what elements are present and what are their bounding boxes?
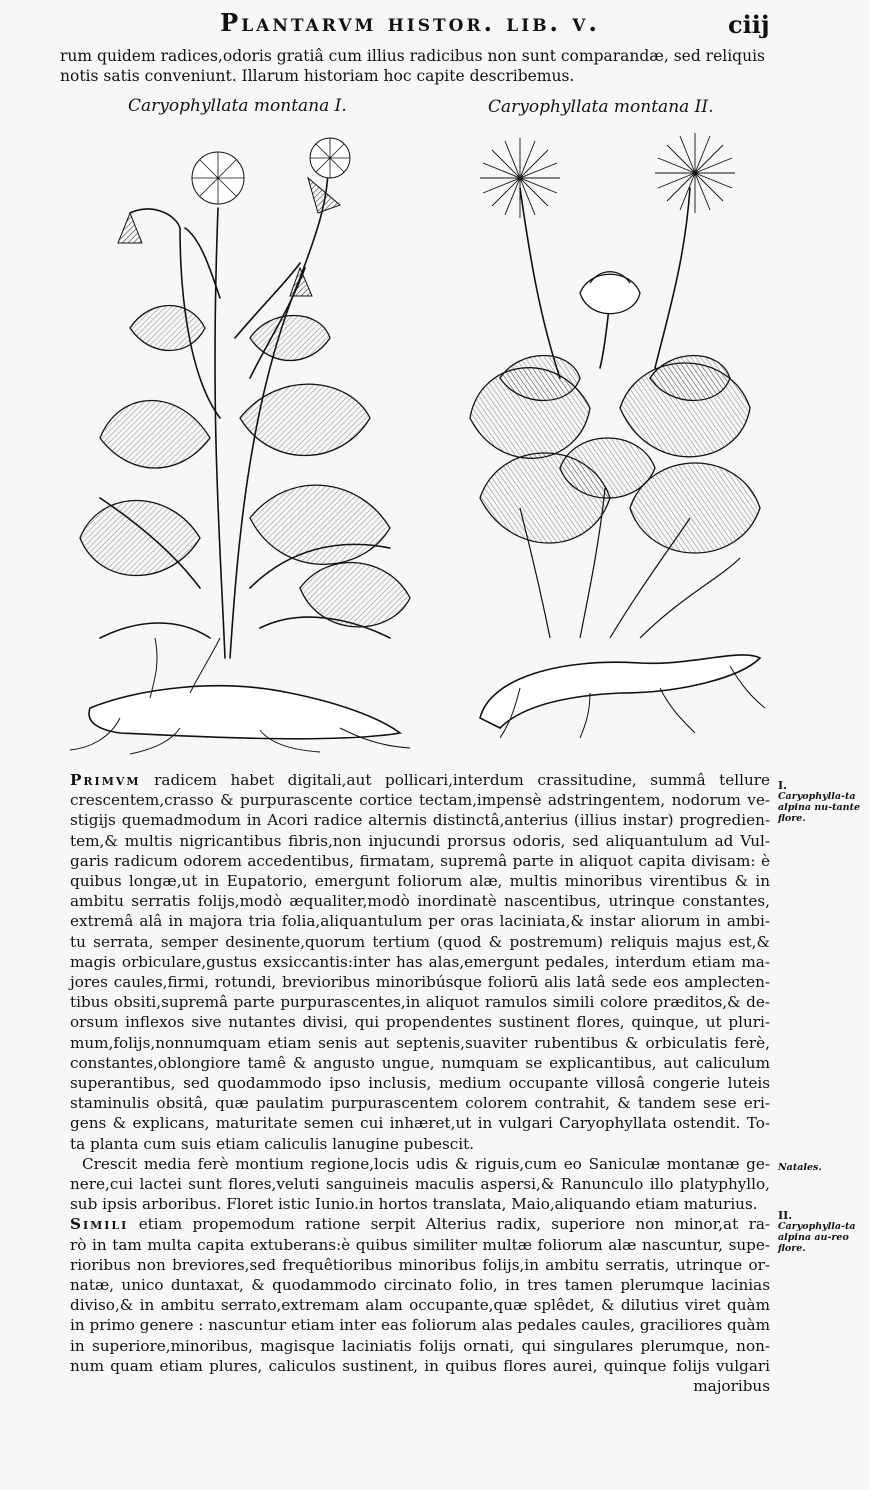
paragraph-habitat [70,1154,770,1215]
text-line: diviso,& in ambitu serrato,extremam alam occupante,quæ splêdet, & dilutius viret quàm [70,1296,770,1315]
intro-line: rum quidem radices,odoris gratiâ cum illius radicibus non sunt comparandæ, sed reliquis [60,47,766,65]
text-line: crescentem,crasso & purpurascente cortice tectam,impensè adstringentem, nodorum ve- [70,791,770,810]
text-line: rò in tam multa capita extuberans:è quibus similiter multæ foliorum alæ nascuntur, supe- [70,1235,770,1254]
text-line: etiam propemodum ratione serpit Alterius radix, superiore non minor,at ra- [138,1215,771,1234]
text-line: ambitu serratis folijs,modò æqualiter,modò inordinatè nascentibus, utrinque constantes, [70,892,770,911]
margin-note-text: Caryophylla-ta alpina au-reo flore. [778,1221,856,1254]
text-line: tu serrata, semper desinente,quorum tertium (quod & postremum) reliquis majus est,& [70,932,770,951]
text-line: extremâ alâ in majora tria folia,aliquantulum per oras laciniata,& instar aliorum in ambi- [70,912,770,931]
text-line: radicem habet digitali,aut pollicari,interdum crassitudine, summâ tellure [154,771,770,789]
paragraph-lead-word: Simili [70,1215,129,1234]
text-line: natæ, unico duntaxat, & quodammodo circinato folio, in tres tamen plerumque lacinias [70,1276,770,1295]
margin-note-natales [778,1162,868,1173]
text-line: staminulis obsitâ, quæ paulatim purpurascentem colorem contrahit, & tandem sese eri- [70,1094,770,1113]
margin-note-number: II. [778,1209,793,1222]
text-line: constantes,oblongiore tamê & angusto ungue, numquam se explicantibus, aut caliculum [70,1053,770,1072]
margin-note-2 [778,1210,868,1254]
intro-text [60,46,790,86]
running-head: Plantarvm histor. lib. v. [220,8,600,37]
woodcut-illustration-plant-2 [440,118,775,740]
main-text [70,770,770,1396]
text-line: nere,cui lactei sunt flores,veluti sanguineis maculis aspersi,& Ranunculo illo platyphyllo, [70,1175,770,1194]
text-line: gens & explicans, maturitate semen cui inhæret,ut in vulgari Caryophyllata ostendit. To- [70,1114,770,1133]
text-line: mum,folijs,nonnumquam etiam senis aut septenis,suaviter rubentibus & orbiculatis ferè, [70,1033,770,1052]
woodcut-illustration-plant-1 [60,118,432,758]
paragraph-description-2 [70,1214,770,1396]
margin-note-text: Caryophylla-ta alpina nu-tante flore. [778,791,861,824]
figure-caption-1: Caryophyllata montana I. [128,96,347,116]
intro-line: notis satis conveniunt. Illarum historiam hoc capite describemus. [60,67,575,85]
text-line: magis orbiculare,gustus exsiccantis:inter has alas,emergunt pedales, interdum etiam ma- [70,952,770,971]
text-line: rioribus non breviores,sed frequêtioribus minoribus folijs,in ambitu serratis, utrinque or- [70,1255,770,1274]
folio-number: ciij [728,10,770,39]
margin-note-1 [778,780,868,824]
text-line: tem,& multis nigricantibus fibris,non injucundi prorsus odoris, sed aliquantulum ad Vul- [70,831,770,850]
margin-note-number: I. [778,779,787,792]
text-line: in superiore,minoribus, magisque laciniatis folijs ornati, qui singulares plerumque, non- [70,1336,770,1355]
catchword-line: majoribus [693,1377,770,1396]
text-line: tibus obsiti,supremâ parte purpurascentes,in aliquot ramulos simili colore præditos,& de- [70,993,770,1012]
text-line: ta planta cum suis etiam caliculis lanugine pubescit. [70,1134,475,1153]
paragraph-lead-word: Primvm [70,771,141,789]
text-line: stigijs quemadmodum in Acori radice alternis distinctâ,anterius (illius instar) progredien- [70,811,770,830]
paragraph-description-1 [70,770,770,1154]
text-line: sub ipsis arboribus. Floret istic Iunio.in hortos translata, Maio,aliquando etiam maturius. [70,1195,758,1214]
text-line: garis radicum odorem accedentibus, firmatam, supremâ parte in aliquot capita divisam: è [70,851,770,870]
text-line: superantibus, sed quodammodo ipso inclusis, medium occupante villosâ congerie luteis [70,1074,770,1093]
text-line: in primo genere : nascuntur etiam inter eas foliorum alas pedales caules, graciliores quàm [70,1316,770,1335]
text-line: Crescit media ferè montium regione,locis udis & riguis,cum eo Saniculæ montanæ ge- [82,1154,770,1173]
margin-note-text: Natales. [778,1162,822,1173]
text-line: num quam etiam plures, caliculos sustinent, in quibus flores aurei, quinque folijs vulgari [70,1356,770,1375]
text-line: jores caules,firmi, rotundi, brevioribus minoribúsque foliorū alis latâ sede eos amplecten- [70,973,770,992]
figure-caption-2: Caryophyllata montana II. [488,97,714,117]
text-line: orsum inflexos sive nutantes divisi, qui propendentes sustinent flores, quinque, ut pluri- [70,1013,770,1032]
text-line: quibus longæ,ut in Eupatorio, emergunt foliorum alæ, multis minoribus virentibus & in [70,872,770,891]
